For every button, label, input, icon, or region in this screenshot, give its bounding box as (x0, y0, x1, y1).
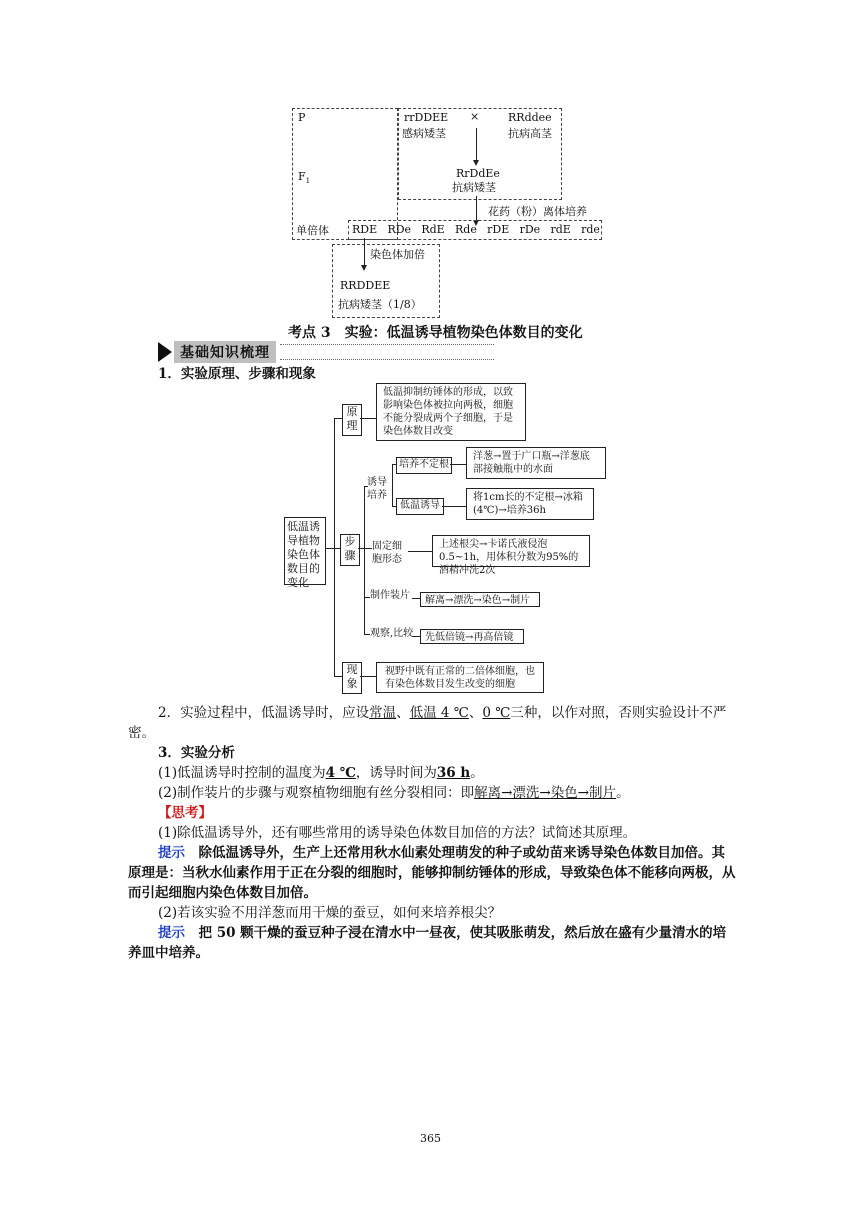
page-number: 365 (420, 1132, 441, 1145)
hint-label: 提示 (158, 925, 185, 941)
principle-connector (360, 418, 376, 419)
f1-label: $F_1$ (298, 170, 311, 186)
steps-bracket (364, 486, 365, 634)
mount-label: 制作装片 (370, 590, 410, 601)
cross-arrow-line (476, 128, 477, 160)
induce-bracket (392, 464, 393, 506)
mount-text: 解离→漂洗→染色→制片 (420, 592, 540, 607)
induce-label: 诱导培养 (367, 477, 387, 501)
banner-arrow-icon (158, 342, 172, 362)
gamete: RdE (421, 223, 445, 236)
fix-text: 上述根尖→卡诺氏液侵泡0.5~1h，用体积分数为95%的酒精冲洗2次 (432, 535, 590, 567)
banner-label: 基础知识梳理 (174, 341, 276, 363)
root-box: 低温诱导植物染色体数目的变化 (284, 517, 326, 585)
parent2-trait: 抗病高茎 (508, 127, 552, 140)
fix-label: 固定细胞形态 (372, 541, 402, 565)
root-connector (326, 548, 334, 549)
anther-culture-label: 花药（粉）离体培养 (488, 205, 587, 218)
steps-label: 步骤 (340, 534, 360, 566)
f1-trait: 抗病矮茎 (452, 181, 496, 194)
lowtemp-label: 低温诱导 (396, 498, 444, 515)
fix-connector (408, 551, 432, 552)
doubling-arrow-head (361, 265, 367, 271)
observe-connector (412, 636, 420, 637)
bracket-phenomenon (334, 676, 342, 677)
gametes-row (352, 223, 600, 237)
gamete: rdE (550, 223, 571, 236)
banner-dots (280, 344, 494, 360)
haploid-label: 单倍体 (296, 224, 329, 237)
lowtemp-connector (442, 506, 466, 507)
mount-connector (412, 598, 420, 599)
observe-label: 观察,比较 (370, 628, 414, 639)
parent1-trait: 感病矮茎 (402, 127, 446, 140)
lowtemp-text: 将1cm长的不定根→冰箱(4℃)→培养36h (466, 488, 594, 520)
answer-1: 提示 除低温诱导外，生产上还常用秋水仙素处理萌发的种子或幼苗来诱导染色体数目加倍。其原理是：当秋水仙素作用于正在分裂的细胞时，能够抑制纺锤体的形成，导致染色体不能移向两极，从而引起细胞内染色体数目加倍。 (128, 845, 736, 901)
doubling-arrow-line (364, 238, 365, 266)
parent1-genotype: rrDDEE (404, 111, 449, 124)
culture-text: 洋葱→置于广口瓶→洋葱底部接触瓶中的水面 (466, 447, 606, 479)
item1-title: 1．实验原理、步骤和现象 (158, 366, 316, 382)
phenomenon-text: 视野中既有正常的二倍体细胞，也有染色体数目发生改变的细胞 (376, 662, 544, 693)
gamete: rDe (519, 223, 541, 236)
culture-connector (450, 464, 466, 465)
paragraph-2: 2．实验过程中，低温诱导时，应设常温、低温 4 ℃、0 ℃三种，以作对照，否则实验设计不严密。 (128, 705, 727, 741)
item3-2: (2)制作装片的步骤与观察植物细胞有丝分裂相同：即解离→漂洗→染色→制片。 (158, 785, 630, 801)
culture-arrow-line (476, 196, 477, 220)
main-bracket (334, 418, 335, 676)
gamete: Rde (455, 223, 477, 236)
phenomenon-label: 现象 (342, 662, 362, 694)
cross-symbol: × (470, 110, 480, 123)
bracket-principle (334, 418, 342, 419)
p-label: P (298, 111, 306, 124)
phenomenon-connector (360, 676, 376, 677)
principle-label: 原理 (342, 404, 362, 436)
hint-label: 提示 (158, 845, 185, 861)
observe-text: 先低倍镜→再高倍镜 (420, 629, 524, 644)
item3-1: (1)低温诱导时控制的温度为4 ℃，诱导时间为36 h。 (158, 765, 484, 781)
doubling-label: 染色体加倍 (370, 248, 425, 261)
result-trait: 抗病矮茎（1/8） (338, 298, 422, 311)
culture-label: 培养不定根 (396, 457, 452, 474)
question-2: (2)若该实验不用洋葱而用干燥的蚕豆，如何来培养根尖？ (158, 905, 502, 921)
gamete: rDE (487, 223, 510, 236)
gamete: RDE (352, 223, 378, 236)
bracket-fix (364, 548, 372, 549)
principle-text: 低温抑制纺锤体的形成，以致影响染色体被拉向两极，细胞不能分裂成两个子细胞，于是染色体数目改变 (376, 383, 526, 441)
section-title: 考点 3 实验：低温诱导植物染色体数目的变化 (288, 325, 583, 341)
parent2-genotype: RRddee (508, 111, 552, 124)
gamete: RDe (387, 223, 412, 236)
result-genotype: RRDDEE (340, 279, 391, 292)
question-1: (1)除低温诱导外，还有哪些常用的诱导染色体数目加倍的方法？试简述其原理。 (158, 825, 637, 841)
item3-title: 3．实验分析 (158, 745, 235, 761)
f1-genotype: RrDdEe (456, 167, 500, 180)
gamete: rde (581, 223, 600, 236)
answer-2: 提示 把 50 颗干燥的蚕豆种子浸在清水中一昼夜，使其吸胀萌发，然后放在盛有少量清水的培养皿中培养。 (128, 925, 727, 961)
banner (158, 341, 494, 362)
think-label: 【思考】 (158, 805, 212, 821)
cross-arrow-head (473, 160, 479, 166)
